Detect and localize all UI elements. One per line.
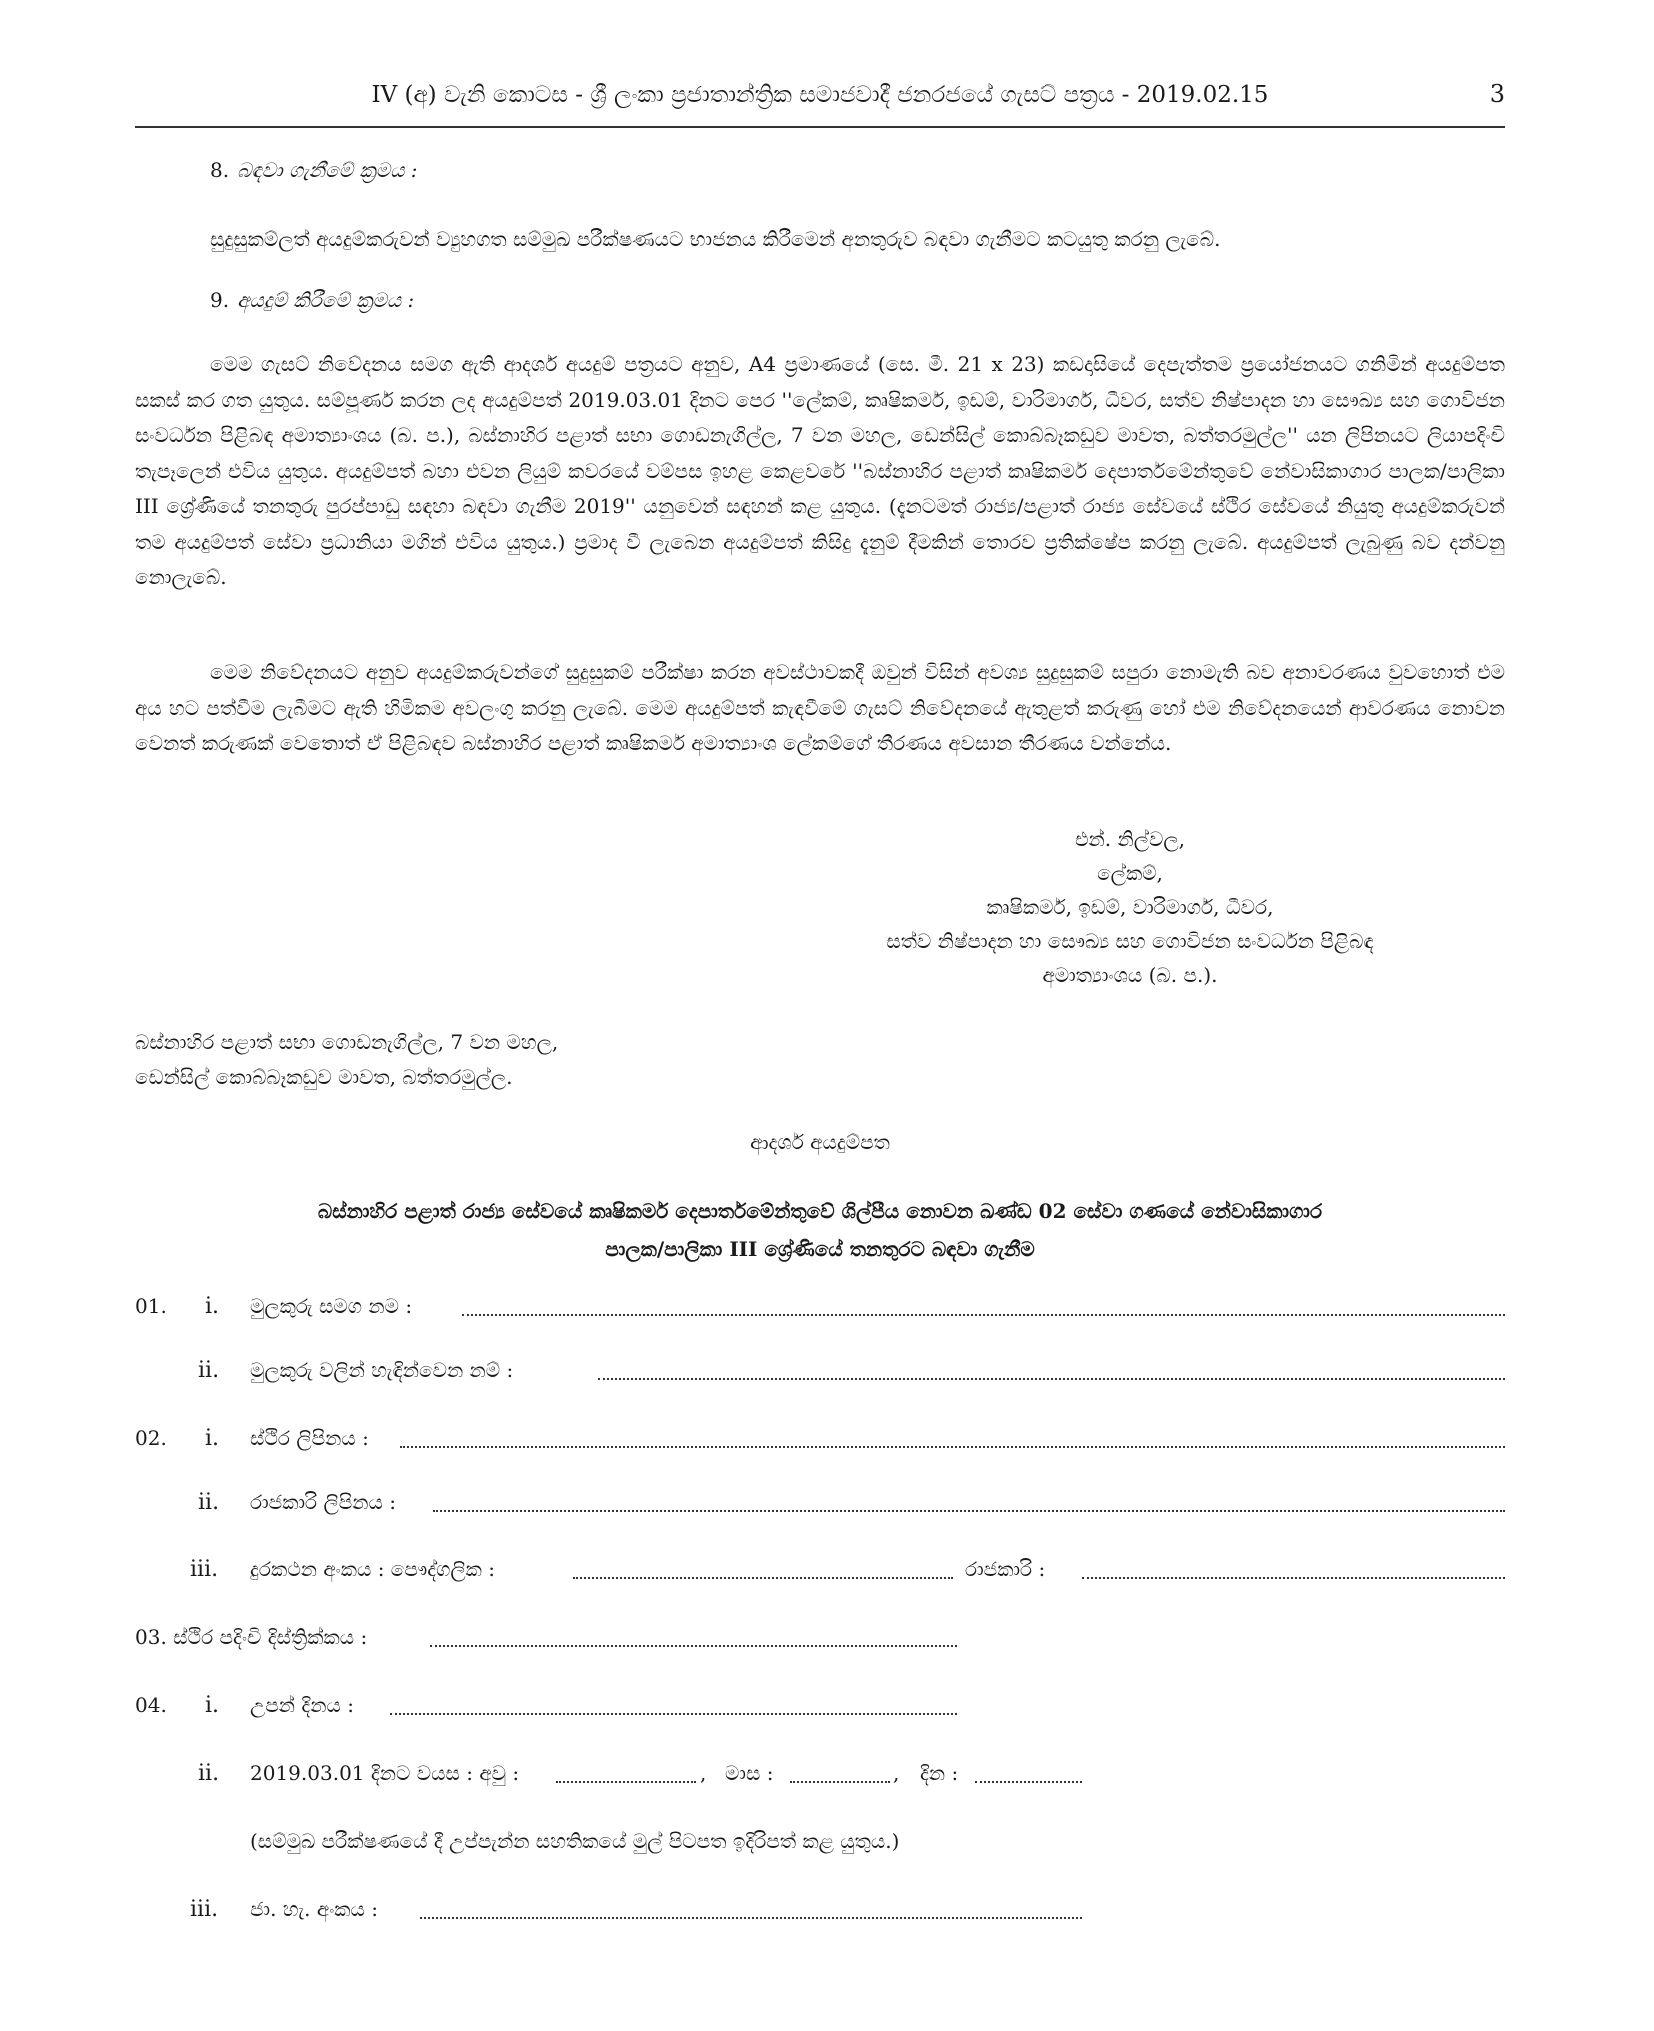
field-label: මාස : xyxy=(725,1761,774,1785)
section-number: 8. xyxy=(210,158,230,182)
field-label: රාජකාරි : xyxy=(965,1557,1046,1581)
header-rule xyxy=(135,126,1505,128)
section-9-title xyxy=(210,288,414,312)
roman-numeral: i. xyxy=(205,1294,220,1319)
form-field-nic-number xyxy=(0,1897,1654,1931)
question-number: 02. xyxy=(135,1426,167,1450)
age-months-input-line[interactable] xyxy=(790,1761,890,1783)
form-field-permanent-district xyxy=(0,1625,1654,1659)
page-number: 3 xyxy=(1489,80,1505,108)
gazette-header-title: IV (අ) වැනි කොටස - ශ්‍රී ලංකා ප්‍රජාතාන්ත්‍රික සමාජවාදී ජනරජයේ ගැසට් පත්‍රය - 2019.02.15 xyxy=(371,82,1269,108)
field-label: මුලකුරු සමග නම : xyxy=(250,1294,413,1318)
personal-phone-input-line[interactable] xyxy=(573,1557,953,1579)
form-field-permanent-address xyxy=(0,1426,1654,1460)
section-title: බඳවා ගැනීමේ ක්‍රමය : xyxy=(237,158,418,182)
section-8-title xyxy=(210,158,417,182)
permanent-address-input-line[interactable] xyxy=(400,1426,1505,1448)
form-heading-line-1: බස්නාහිර පළාත් රාජ්‍ය සේවයේ කෘෂිකර්ම දෙපාර්තමේන්තුවේ ශිල්පීය නොවන ඛණ්ඩ 02 සේවා ගණයේ නේවාසිකාගාර xyxy=(317,1199,1323,1223)
address-line-1: බස්නාහිර පළාත් සභා ගොඩනැගිල්ල, 7 වන මහල, xyxy=(135,1030,559,1054)
roman-numeral: i. xyxy=(205,1426,220,1451)
form-heading-line-2: පාලක/පාලිකා III ශ්‍රේණියේ තනතුරට බඳවා ගැනීම xyxy=(605,1237,1035,1261)
field-label: ජා. හැ. අංකය : xyxy=(250,1897,378,1921)
field-label: 03. ස්ථිර පදිංචි දිස්ත්‍රික්කය : xyxy=(135,1625,368,1649)
form-field-date-of-birth xyxy=(0,1693,1654,1727)
form-field-name-with-initials xyxy=(0,1294,1654,1328)
form-field-official-address xyxy=(0,1490,1654,1524)
field-label: ස්ථිර ලිපිනය : xyxy=(250,1426,369,1450)
field-label: 2019.03.01 දිනට වයස : අවු : xyxy=(250,1761,520,1785)
form-title: ආදර්ශ අයදුම්පත xyxy=(750,1130,890,1154)
roman-numeral: ii. xyxy=(198,1761,220,1786)
field-label: උපන් දිනය : xyxy=(250,1693,354,1717)
ministry-line-1: කෘෂිකර්ම, ඉඩම්, වාරිමාර්ග, ධීවර, xyxy=(986,895,1274,919)
field-label: මුලකුරු වලින් හැඳින්වෙන නම් : xyxy=(250,1358,514,1382)
signature-block xyxy=(780,822,1480,992)
roman-numeral: ii. xyxy=(198,1490,220,1515)
form-heading xyxy=(180,1192,1460,1268)
ministry-line-2: සත්ව නිෂ්පාදන හා සෞඛ්‍ය සහ ගොවිජන සංවර්ධන පිළිබඳ xyxy=(886,929,1374,953)
form-field-telephone xyxy=(0,1557,1654,1591)
address-line-2: ඩෙන්සිල් කොබ්බෑකඩුව මාවත, බත්තරමුල්ල. xyxy=(135,1065,513,1089)
nic-number-input-line[interactable] xyxy=(420,1897,1082,1919)
field-label: දුරකථන අංකය : පෞද්ගලික : xyxy=(250,1557,495,1581)
district-input-line[interactable] xyxy=(430,1625,957,1647)
section-title: අයදුම් කිරීමේ ක්‍රමය : xyxy=(237,288,415,312)
official-address-input-line[interactable] xyxy=(433,1490,1505,1512)
section-9-paragraph-2: මෙම නිවේදනයට අනුව අයදුම්කරුවන්ගේ සුදුසුකම් පරීක්ෂා කරන අවස්ථාවකදී ඔවුන් විසින් අවශ්‍ය සුදුසුකම් සපුරා නොමැති බව අනාවරණය වුවහොත් එම අය හට පත්වීම ලැබීමට ඇති හිමිකම අවලංගු කරනු ලැබේ. මෙම අයදුම්පත් කැඳවීමේ ගැසට් නිවේදනයේ ඇතුළත් කරුණු හෝ එම නිවේදනයෙන් ආවරණය නොවන වෙනත් කරුණක් වෙතොත් ඒ පිළිබඳව බස්නාහිර පළාත් කෘෂිකර්ම අමාත්‍යාංශ ලේකම්ගේ තීරණය අවසාන තීරණය වන්නේය. xyxy=(135,660,1505,755)
form-field-age xyxy=(0,1761,1654,1795)
section-9-paragraph-1: මෙම ගැසට් නිවේදනය සමග ඇති ආදර්ශ අයදුම් පත්‍රයට අනුව, A4 ප්‍රමාණයේ (සෙ. මී. 21 x 23) කඩදාසියේ දෙපැත්තම ප්‍රයෝජනයට ගනිමින් අයදුම්පත සකස් කර ගත යුතුය. සම්පූර්ණ කරන ලද අයදුම්පත් 2019.03.01 දිනට පෙර ''ලේකම්, කෘෂිකර්ම, ඉඩම්, වාරිමාර්ග, ධීවර, සත්ව නිෂ්පාදන හා සෞඛ්‍ය සහ ගොවිජන සංවර්ධන පිළිබඳ අමාත්‍යාංශය (බ. ප.), බස්නාහිර පළාත් සභා ගොඩනැගිල්ල, 7 වන මහල, ඩෙන්සිල් කොබ්බෑකඩුව මාවත, බත්තරමුල්ල'' යන ලිපිනයට ලියාපදිංචි තැපෑලෙන් එවිය යුතුය. අයදුම්පත් බහා එවන ලියුම් කවරයේ වම්පස ඉහළ කෙළවරේ ''බස්නාහිර පළාත් කෘෂිකර්ම දෙපාර්තමේන්තුවේ නේවාසිකාගාර පාලක/පාලිකා III ශ්‍රේණියේ තනතුරු පුරප්පාඩු සඳහා බඳවා ගැනීම 2019'' යනුවෙන් සඳහන් කළ යුතුය. (දැනටමත් රාජ්‍ය/පළාත් රාජ්‍ය සේවයේ ස්ථිර සේවයේ නියුතු අයදුම්කරුවන් තම අයදුම්පත් සේවා ප්‍රධානියා මගින් එවිය යුතුය.) ප්‍රමාද වී ලැබෙන අයදුම්පත් කිසිදු දැනුම් දීමකින් තොරව ප්‍රතික්ෂේප කරනු ලැබේ. අයදුම්පත් ලැබුණු බව දන්වනු නොලැබේ. xyxy=(135,352,1505,589)
page-header xyxy=(135,78,1505,128)
question-number: 04. xyxy=(135,1693,167,1717)
section-8-body: සුදුසුකම්ලත් අයදුම්කරුවන් ව්‍යුහගත සම්මුඛ පරීක්ෂණයට භාජනය කිරීමෙන් අනතුරුව බඳවා ගැනීමට කටයුතු කරනු ලැබේ. xyxy=(210,227,1221,251)
date-of-birth-input-line[interactable] xyxy=(390,1693,957,1715)
birth-certificate-note: (සම්මුඛ පරීක්ෂණයේ දී උප්පැන්න සහතිකයේ මුල් පිටපත ඉදිරිපත් කළ යුතුය.) xyxy=(250,1829,900,1853)
question-number: 01. xyxy=(135,1294,167,1318)
ministry-line-3: අමාත්‍යාංශය (බ. ප.). xyxy=(1042,963,1218,987)
address-block xyxy=(135,1025,558,1095)
official-phone-input-line[interactable] xyxy=(1082,1557,1505,1579)
field-label: රාජකාරි ලිපිනය : xyxy=(250,1490,396,1514)
name-with-initials-input-line[interactable] xyxy=(462,1294,1505,1316)
separator: , xyxy=(893,1761,900,1785)
separator: , xyxy=(700,1761,707,1785)
form-field-names-denoted-by-initials xyxy=(0,1358,1654,1392)
signatory-title: ලේකම්, xyxy=(1097,861,1163,885)
field-label: දින : xyxy=(920,1761,959,1785)
age-years-input-line[interactable] xyxy=(556,1761,696,1783)
roman-numeral: ii. xyxy=(198,1358,220,1383)
age-days-input-line[interactable] xyxy=(975,1761,1082,1783)
names-denoted-input-line[interactable] xyxy=(598,1358,1505,1380)
roman-numeral: iii. xyxy=(190,1557,219,1582)
signatory-name: එන්. නිල්වල, xyxy=(1075,827,1185,851)
roman-numeral: i. xyxy=(205,1693,220,1718)
roman-numeral: iii. xyxy=(190,1897,219,1922)
section-number: 9. xyxy=(210,288,230,312)
